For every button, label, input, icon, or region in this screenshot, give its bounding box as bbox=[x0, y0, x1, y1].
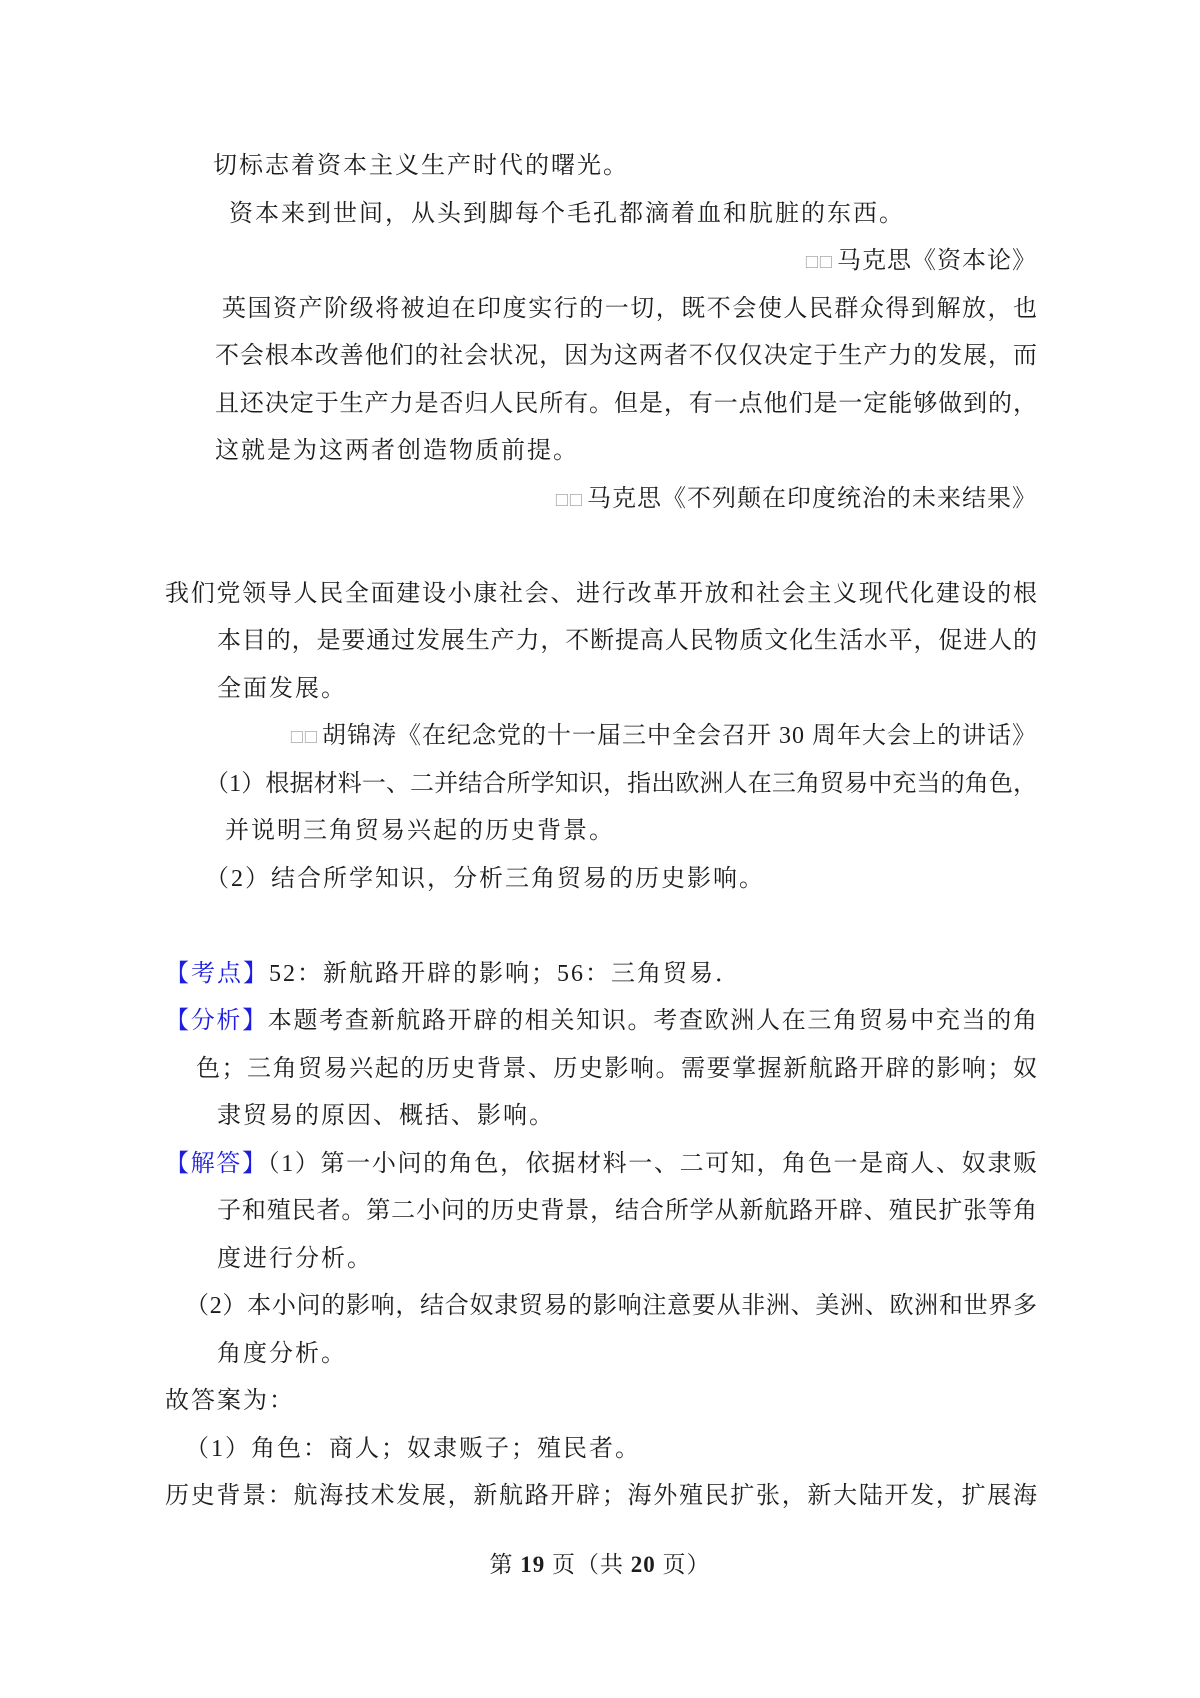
blank-line bbox=[165, 903, 1037, 951]
attribution-text: 胡锦涛《在纪念党的十一届三中全会召开 30 周年大会上的讲话》 bbox=[322, 723, 1037, 749]
blank-line bbox=[165, 523, 1037, 571]
footer-page-number: 19 bbox=[520, 1552, 546, 1577]
section-label: 【考点】 bbox=[165, 960, 269, 987]
footer-text: 页（共 bbox=[545, 1552, 631, 1577]
footer-page-number: 20 bbox=[630, 1552, 656, 1577]
document-body bbox=[165, 143, 1037, 1521]
labeled-paragraph-line: 【分析】本题考查新航路开辟的相关知识。考查欧洲人在三角贸易中充当的角 bbox=[165, 1008, 1037, 1034]
attribution-text: 马克思《不列颠在印度统治的未来结果》 bbox=[587, 485, 1037, 512]
missing-glyph-placeholder: □□ bbox=[805, 251, 834, 273]
paragraph-line: 我们党领导人民全面建设小康社会、进行改革开放和社会主义现代化建设的根 bbox=[165, 580, 1037, 607]
attribution-text: 马克思《资本论》 bbox=[837, 248, 1037, 274]
paragraph-line: （1）角色：商人；奴隶贩子；殖民者。 bbox=[185, 1435, 641, 1462]
footer-text: 页） bbox=[655, 1552, 711, 1577]
paragraph-line: 子和殖民者。第二小问的历史背景，结合所学从新航路开辟、殖民扩张等角 bbox=[217, 1198, 1037, 1224]
attribution-line bbox=[165, 713, 1037, 761]
labeled-paragraph-line: 【考点】52：新航路开辟的影响；56：三角贸易． bbox=[165, 960, 741, 987]
page-footer bbox=[0, 1541, 1200, 1589]
paragraph-line: 且还决定于生产力是否归人民所有。但是，有一点他们是一定能够做到的， bbox=[215, 390, 1037, 417]
attribution-line bbox=[165, 476, 1037, 524]
labeled-paragraph-line: 【解答】（1）第一小问的角色，依据材料一、二可知，角色一是商人、奴隶贩 bbox=[165, 1150, 1037, 1177]
paragraph-line: 英国资产阶级将被迫在印度实行的一切，既不会使人民群众得到解放，也 bbox=[222, 295, 1037, 322]
paragraph-line: 本目的，是要通过发展生产力，不断提高人民物质文化生活水平，促进人的 bbox=[217, 628, 1037, 654]
paragraph-line: 不会根本改善他们的社会状况，因为这两者不仅仅决定于生产力的发展，而 bbox=[215, 343, 1037, 369]
paragraph-line: 故答案为： bbox=[165, 1388, 295, 1414]
paragraph-line: 并说明三角贸易兴起的历史背景。 bbox=[225, 818, 615, 844]
paragraph-line: 全面发展。 bbox=[217, 675, 347, 702]
section-label: 【解答】 bbox=[165, 1150, 268, 1177]
attribution-line bbox=[165, 238, 1037, 286]
missing-glyph-placeholder: □□ bbox=[290, 726, 319, 748]
paragraph-line: 角度分析。 bbox=[217, 1340, 347, 1367]
paragraph-line: 这就是为这两者创造物质前提。 bbox=[215, 438, 579, 464]
paragraph-line: 历史背景：航海技术发展，新航路开辟；海外殖民扩张，新大陆开发，扩展海 bbox=[165, 1483, 1037, 1509]
paragraph-line: （2）结合所学知识，分析三角贸易的历史影响。 bbox=[205, 865, 765, 892]
paragraph-line: 度进行分析。 bbox=[217, 1245, 373, 1272]
paragraph-line: （2）本小问的影响，结合奴隶贸易的影响注意要从非洲、美洲、欧洲和世界多 bbox=[185, 1293, 1037, 1319]
missing-glyph-placeholder: □□ bbox=[555, 488, 584, 511]
section-label: 【分析】 bbox=[165, 1008, 268, 1034]
paragraph-line: 切标志着资本主义生产时代的曙光。 bbox=[213, 153, 629, 179]
paragraph-line: 资本来到世间，从头到脚每个毛孔都滴着血和肮脏的东西。 bbox=[229, 200, 905, 227]
paragraph-line: （1）根据材料一、二并结合所学知识，指出欧洲人在三角贸易中充当的角色， bbox=[205, 770, 1037, 797]
paragraph-line: 隶贸易的原因、概括、影响。 bbox=[217, 1103, 555, 1129]
paragraph-line: 色；三角贸易兴起的历史背景、历史影响。需要掌握新航路开辟的影响；奴 bbox=[196, 1055, 1037, 1082]
footer-text: 第 bbox=[489, 1552, 521, 1577]
